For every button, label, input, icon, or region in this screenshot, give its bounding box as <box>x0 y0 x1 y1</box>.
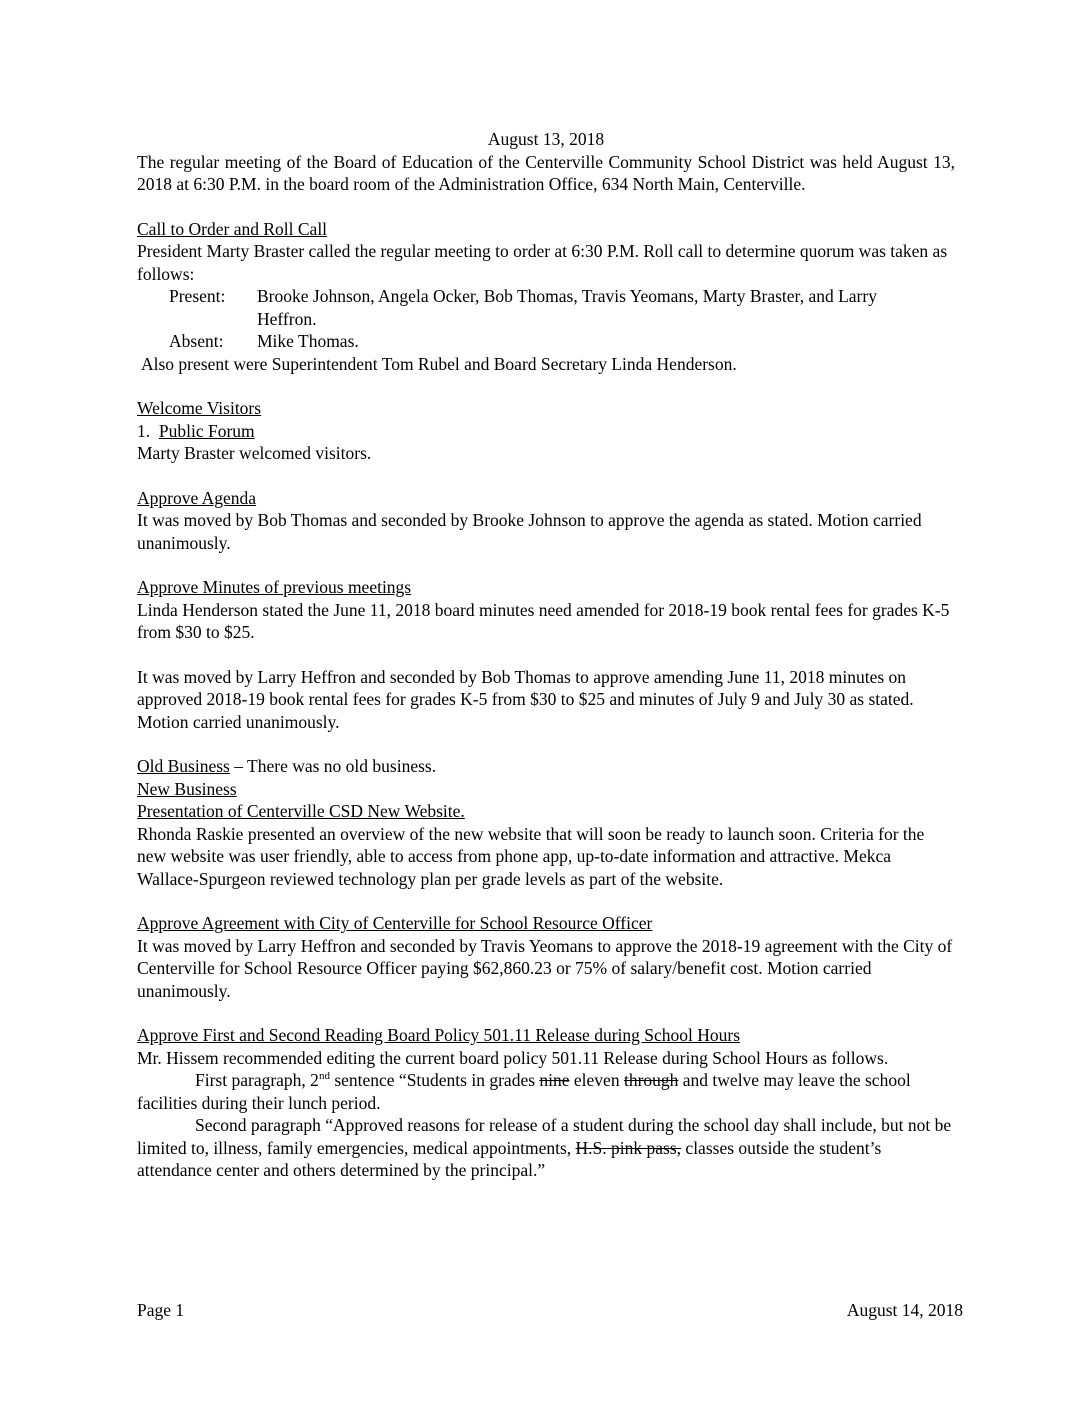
page-number: Page 1 <box>137 1300 185 1320</box>
section-heading-new-business: New Business <box>137 778 237 799</box>
policy-paragraph-1: First paragraph, 2nd sentence “Students in grades nine eleven through and twelve may leave the school facilities during their lunch period. <box>137 1070 911 1113</box>
intro-paragraph: The regular meeting of the Board of Education of the Centerville Community School District was held August 13, 2018 at 6:30 P.M. in the board room of the Administration Office, 634 North Main, Centerville. <box>137 151 955 194</box>
absent-names: Mike Thomas. <box>257 331 359 351</box>
public-forum-label: Public Forum <box>158 420 255 441</box>
minutes-text-1: Linda Henderson stated the June 11, 2018 board minutes need amended for 2018-19 book rental fees for grades K-5 from $30 to $25. <box>137 599 950 642</box>
page-footer <box>137 1299 963 1322</box>
section-heading-agenda: Approve Agenda <box>137 487 257 508</box>
item-number: 1. <box>137 420 151 441</box>
agenda-text: It was moved by Bob Thomas and seconded by Brooke Johnson to approve the agenda as stated. Motion carried unanimously. <box>137 510 922 553</box>
policy-paragraph-2: Second paragraph “Approved reasons for release of a student during the school day shall include, but not be limited to, illness, family emergencies, medical appointments, H.S. pink pass, classes outside the student’s attendance center and others determined by the principal.” <box>137 1115 952 1180</box>
section-heading-visitors: Welcome Visitors <box>137 398 262 418</box>
policy-text: Mr. Hissem recommended editing the current board policy 501.11 Release during School Hours as follows. <box>137 1047 889 1068</box>
website-text: Rhonda Raskie presented an overview of the new website that will soon be ready to launch soon. Criteria for the new website was user friendly, able to access from phone app, up-to-date information and attractive. Mekca Wallace-Spurgeon reviewed technology plan per grade levels as part of the website. <box>137 823 925 889</box>
sro-heading: Approve Agreement with City of Centerville for School Resource Officer <box>137 913 653 933</box>
also-present-text: Also present were Superintendent Tom Rubel and Board Secretary Linda Henderson. <box>141 353 737 374</box>
roll-call-list <box>137 285 955 353</box>
document-body <box>137 128 955 1182</box>
roll-call-text: President Marty Braster called the regular meeting to order at 6:30 P.M. Roll call to determine quorum was taken as follows: <box>137 241 948 284</box>
present-label: Present: <box>169 286 226 306</box>
meeting-date: August 13, 2018 <box>487 129 605 149</box>
sro-text: It was moved by Larry Heffron and seconded by Travis Yeomans to approve the 2018-19 agreement with the City of Centerville for School Resource Officer paying $62,860.23 or 75% of salary/benefit cost. Motion carried unanimously. <box>137 935 953 1001</box>
section-heading-roll-call: Call to Order and Roll Call <box>137 218 328 239</box>
old-business-line <box>137 755 955 778</box>
section-heading-minutes: Approve Minutes of previous meetings <box>137 577 412 597</box>
section-heading-old-business: Old Business <box>137 756 230 776</box>
policy-heading: Approve First and Second Reading Board Policy 501.11 Release during School Hours <box>137 1025 741 1045</box>
old-business-text: – There was no old business. <box>229 756 437 776</box>
visitors-text: Marty Braster welcomed visitors. <box>137 443 372 463</box>
website-heading: Presentation of Centerville CSD New Website. <box>137 801 465 821</box>
footer-date: August 14, 2018 <box>846 1300 963 1320</box>
present-names: Brooke Johnson, Angela Ocker, Bob Thomas, Travis Yeomans, Marty Braster, and Larry Heffron. <box>257 286 877 329</box>
absent-label: Absent: <box>169 331 224 351</box>
public-forum-item <box>137 420 955 443</box>
minutes-text-2: It was moved by Larry Heffron and seconded by Bob Thomas to approve amending June 11, 2018 minutes on approved 2018-19 book rental fees for grades K-5 from $30 to $25 and minutes of July 9 and July 30 as stated. Motion carried unanimously. <box>137 666 914 732</box>
